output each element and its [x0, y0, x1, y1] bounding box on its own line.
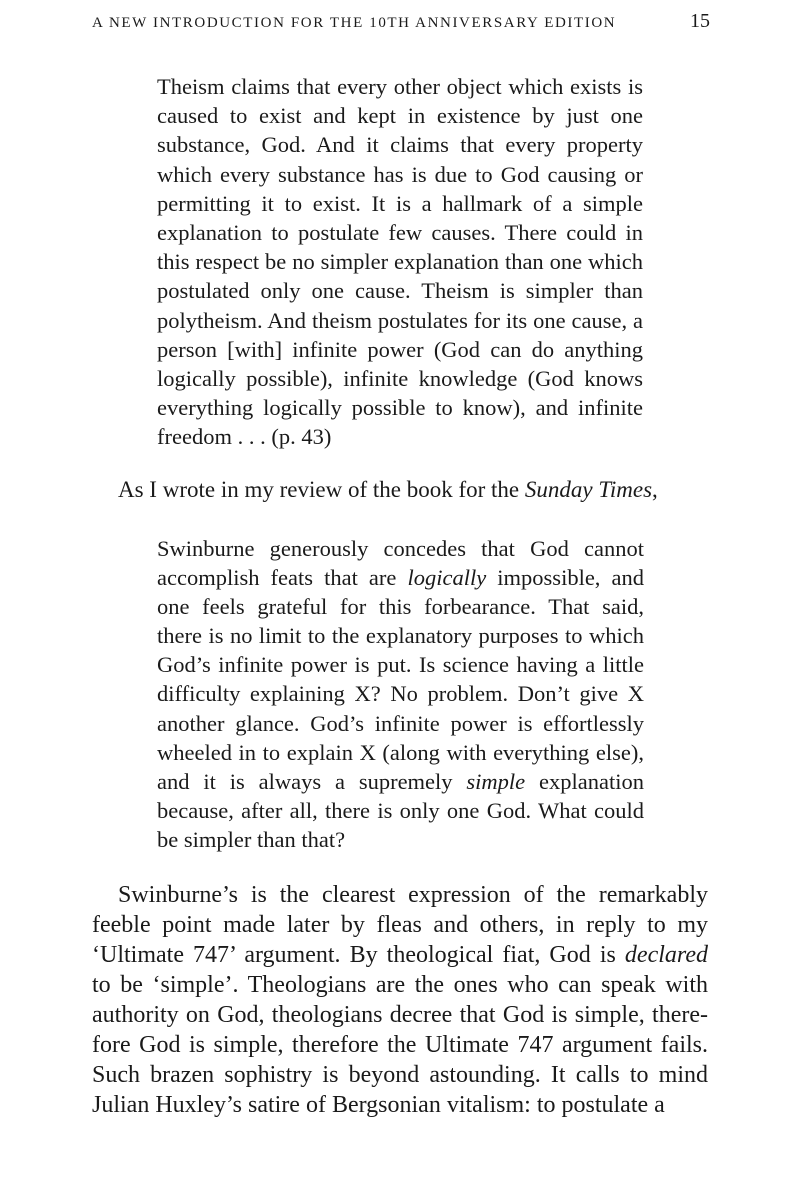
body-paragraph: [92, 880, 708, 1120]
body-text-2: to be ‘simple’. Theologians are the ones who can speak with authority on God, theologians decree that God is simple, therefore God is simple, therefore the Ultimate 747 argument fails. Such brazen sophistry is beyond astounding. It calls to mind Julian Huxley’s satire of Bergsonian vitalism: to postulate a: [92, 972, 708, 1118]
review-emphasis-logically: logically: [407, 565, 487, 591]
quote-theism-text: Theism claims that every other object which exists is caused to exist and kept in existence by just one substance, God. And it claims that every property which every substance has is due to God causing or permitting it to exist. It is a hallmark of a simple explanation to postulate few causes. There could in this respect be no simpler explanation than one which postulated only one cause. Theism is simpler than polytheism. And theism postulates for its one cause, a person [with] infinite power (God can do anything logically possible), infinite knowledge (God knows everything logically possible to know), and infinite freedom . . . (p. 43): [157, 74, 643, 450]
review-text-2: impossible, and one feels grateful for this forbearance. That said, there is no limit to the explanatory purposes to which God’s infinite power is put. Is science having a little difficulty explaining X? No problem. Don’t give X another glance. God’s infinite power is effortlessly wheeled in to explain X (along with everything else), and it is always a supremely: [157, 565, 644, 794]
publication-title: Sunday Times: [524, 477, 653, 502]
block-quote-theism: [157, 72, 643, 452]
review-emphasis-simple: simple: [466, 768, 526, 794]
page-number: 15: [690, 10, 710, 32]
review-intro-text: As I wrote in my review of the book for the: [118, 477, 525, 502]
review-text-3: explanation because, after all, there is only one God. What could be simpler than that?: [157, 768, 645, 852]
block-quote-review: [157, 534, 644, 854]
review-text-1: Swinburne generously concedes that God cannot accomplish feats that are: [157, 536, 644, 591]
running-head: [92, 10, 710, 38]
body-text-1: Swinburne’s is the clearest expression of the remarkably feeble point made later by fleas and others, in reply to my ‘Ultimate 747’ argument. By theological fiat, God is: [92, 882, 708, 968]
body-emphasis-declared: declared: [624, 942, 708, 968]
review-intro-punct: ,: [652, 477, 658, 502]
running-title: A NEW INTRODUCTION FOR THE 10TH ANNIVERSARY EDITION: [92, 15, 617, 31]
review-intro: [118, 475, 678, 504]
